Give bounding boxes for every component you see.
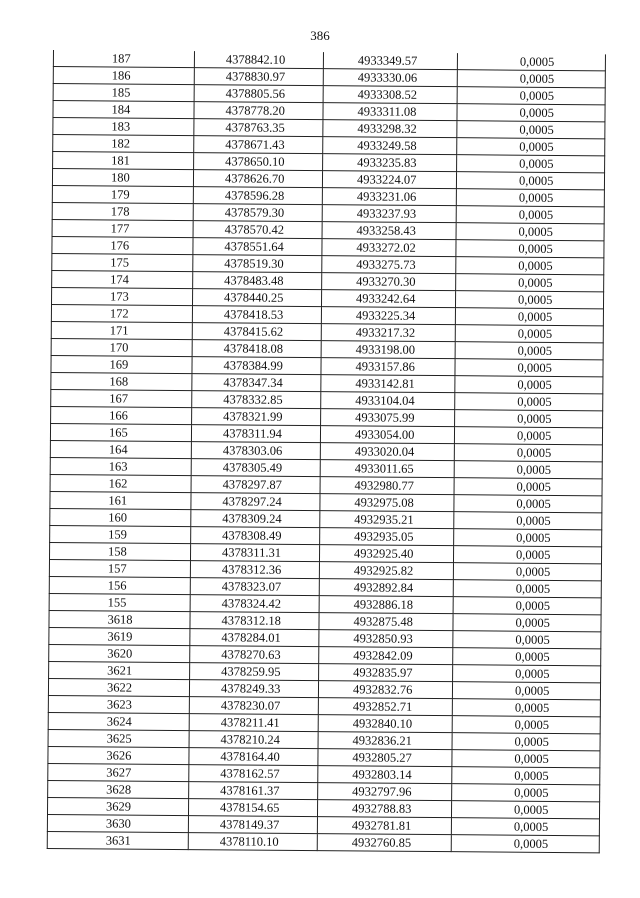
accuracy-cell: 0,0005 xyxy=(457,138,605,156)
y-coordinate-cell: 4933349.57 xyxy=(323,52,457,70)
y-coordinate-cell: 4933235.83 xyxy=(323,154,457,172)
coordinates-table xyxy=(47,50,606,853)
accuracy-cell: 0,0005 xyxy=(455,325,603,343)
y-coordinate-cell: 4933242.64 xyxy=(321,290,455,308)
point-number-cell: 182 xyxy=(53,135,194,153)
y-coordinate-cell: 4932925.40 xyxy=(319,545,453,563)
point-number-cell: 3623 xyxy=(48,695,189,713)
x-coordinate-cell: 4378830.97 xyxy=(194,68,323,86)
y-coordinate-cell: 4933275.73 xyxy=(322,256,456,274)
point-number-cell: 3622 xyxy=(48,678,189,696)
x-coordinate-cell: 4378650.10 xyxy=(194,153,323,171)
x-coordinate-cell: 4378259.95 xyxy=(190,663,319,681)
point-number-cell: 163 xyxy=(50,457,191,475)
accuracy-cell: 0,0005 xyxy=(453,580,601,598)
x-coordinate-cell: 4378297.24 xyxy=(191,493,320,511)
accuracy-cell: 0,0005 xyxy=(454,444,602,462)
y-coordinate-cell: 4933308.52 xyxy=(323,86,457,104)
accuracy-cell: 0,0005 xyxy=(452,750,600,768)
y-coordinate-cell: 4932980.77 xyxy=(320,477,454,495)
x-coordinate-cell: 4378161.37 xyxy=(189,782,318,800)
point-number-cell: 160 xyxy=(50,508,191,526)
point-number-cell: 173 xyxy=(52,287,193,305)
point-number-cell: 186 xyxy=(53,67,194,85)
point-number-cell: 181 xyxy=(53,152,194,170)
x-coordinate-cell: 4378305.49 xyxy=(191,459,320,477)
x-coordinate-cell: 4378321.99 xyxy=(192,408,321,426)
y-coordinate-cell: 4933272.02 xyxy=(322,239,456,257)
y-coordinate-cell: 4933237.93 xyxy=(322,205,456,223)
accuracy-cell: 0,0005 xyxy=(457,53,605,71)
y-coordinate-cell: 4933225.34 xyxy=(321,307,455,325)
accuracy-cell: 0,0005 xyxy=(457,155,605,173)
accuracy-cell: 0,0005 xyxy=(451,818,599,836)
point-number-cell: 3619 xyxy=(49,627,190,645)
accuracy-cell: 0,0005 xyxy=(454,512,602,530)
y-coordinate-cell: 4932781.81 xyxy=(317,817,451,835)
accuracy-cell: 0,0005 xyxy=(454,427,602,445)
accuracy-cell: 0,0005 xyxy=(453,665,601,683)
accuracy-cell: 0,0005 xyxy=(457,104,605,122)
y-coordinate-cell: 4933330.06 xyxy=(323,69,457,87)
accuracy-cell: 0,0005 xyxy=(455,376,603,394)
y-coordinate-cell: 4933311.08 xyxy=(323,103,457,121)
accuracy-cell: 0,0005 xyxy=(457,70,605,88)
point-number-cell: 184 xyxy=(53,101,194,119)
point-number-cell: 159 xyxy=(50,525,191,543)
accuracy-cell: 0,0005 xyxy=(455,291,603,309)
point-number-cell: 179 xyxy=(52,185,193,203)
point-number-cell: 169 xyxy=(51,355,192,373)
y-coordinate-cell: 4933231.06 xyxy=(322,188,456,206)
y-coordinate-cell: 4933258.43 xyxy=(322,222,456,240)
point-number-cell: 157 xyxy=(49,559,190,577)
coordinates-table-wrapper xyxy=(47,50,606,853)
accuracy-cell: 0,0005 xyxy=(452,767,600,785)
y-coordinate-cell: 4933075.99 xyxy=(321,409,455,427)
accuracy-cell: 0,0005 xyxy=(454,529,602,547)
x-coordinate-cell: 4378110.10 xyxy=(188,833,317,851)
point-number-cell: 3625 xyxy=(48,729,189,747)
point-number-cell: 187 xyxy=(53,50,194,68)
accuracy-cell: 0,0005 xyxy=(456,257,604,275)
point-number-cell: 3626 xyxy=(48,746,189,764)
x-coordinate-cell: 4378297.87 xyxy=(191,476,320,494)
x-coordinate-cell: 4378309.24 xyxy=(191,510,320,528)
y-coordinate-cell: 4932875.48 xyxy=(319,613,453,631)
accuracy-cell: 0,0005 xyxy=(453,563,601,581)
point-number-cell: 185 xyxy=(53,84,194,102)
accuracy-cell: 0,0005 xyxy=(452,699,600,717)
x-coordinate-cell: 4378284.01 xyxy=(190,629,319,647)
x-coordinate-cell: 4378162.57 xyxy=(189,765,318,783)
accuracy-cell: 0,0005 xyxy=(456,189,604,207)
accuracy-cell: 0,0005 xyxy=(451,835,599,853)
x-coordinate-cell: 4378249.33 xyxy=(189,680,318,698)
accuracy-cell: 0,0005 xyxy=(455,359,603,377)
point-number-cell: 156 xyxy=(49,576,190,594)
point-number-cell: 158 xyxy=(49,542,190,560)
x-coordinate-cell: 4378551.64 xyxy=(193,238,322,256)
accuracy-cell: 0,0005 xyxy=(452,733,600,751)
y-coordinate-cell: 4932835.97 xyxy=(319,664,453,682)
accuracy-cell: 0,0005 xyxy=(456,206,604,224)
y-coordinate-cell: 4933298.32 xyxy=(323,120,457,138)
point-number-cell: 162 xyxy=(50,474,191,492)
x-coordinate-cell: 4378154.65 xyxy=(188,799,317,817)
point-number-cell: 170 xyxy=(51,338,192,356)
point-number-cell: 171 xyxy=(51,321,192,339)
x-coordinate-cell: 4378149.37 xyxy=(188,816,317,834)
point-number-cell: 175 xyxy=(52,253,193,271)
y-coordinate-cell: 4932832.76 xyxy=(318,681,452,699)
y-coordinate-cell: 4932886.18 xyxy=(319,596,453,614)
y-coordinate-cell: 4932805.27 xyxy=(318,749,452,767)
accuracy-cell: 0,0005 xyxy=(455,410,603,428)
accuracy-cell: 0,0005 xyxy=(453,614,601,632)
x-coordinate-cell: 4378308.49 xyxy=(191,527,320,545)
x-coordinate-cell: 4378324.42 xyxy=(190,595,319,613)
point-number-cell: 164 xyxy=(50,440,191,458)
point-number-cell: 3627 xyxy=(48,763,189,781)
y-coordinate-cell: 4933249.58 xyxy=(323,137,457,155)
y-coordinate-cell: 4933198.00 xyxy=(321,341,455,359)
y-coordinate-cell: 4932760.85 xyxy=(317,834,451,852)
x-coordinate-cell: 4378211.41 xyxy=(189,714,318,732)
x-coordinate-cell: 4378312.18 xyxy=(190,612,319,630)
x-coordinate-cell: 4378332.85 xyxy=(192,391,321,409)
accuracy-cell: 0,0005 xyxy=(452,716,600,734)
y-coordinate-cell: 4932842.09 xyxy=(319,647,453,665)
y-coordinate-cell: 4933224.07 xyxy=(322,171,456,189)
point-number-cell: 177 xyxy=(52,219,193,237)
point-number-cell: 174 xyxy=(52,270,193,288)
x-coordinate-cell: 4378579.30 xyxy=(193,204,322,222)
x-coordinate-cell: 4378519.30 xyxy=(193,255,322,273)
y-coordinate-cell: 4933020.04 xyxy=(320,443,454,461)
x-coordinate-cell: 4378626.70 xyxy=(193,170,322,188)
point-number-cell: 3620 xyxy=(49,644,190,662)
accuracy-cell: 0,0005 xyxy=(456,223,604,241)
x-coordinate-cell: 4378230.07 xyxy=(189,697,318,715)
y-coordinate-cell: 4932850.93 xyxy=(319,630,453,648)
point-number-cell: 167 xyxy=(51,389,192,407)
accuracy-cell: 0,0005 xyxy=(456,172,604,190)
accuracy-cell: 0,0005 xyxy=(455,342,603,360)
coordinates-table-body xyxy=(47,50,605,853)
point-number-cell: 172 xyxy=(51,304,192,322)
x-coordinate-cell: 4378164.40 xyxy=(189,748,318,766)
x-coordinate-cell: 4378483.48 xyxy=(193,272,322,290)
x-coordinate-cell: 4378418.08 xyxy=(192,340,321,358)
y-coordinate-cell: 4933104.04 xyxy=(321,392,455,410)
x-coordinate-cell: 4378311.31 xyxy=(190,544,319,562)
table-row xyxy=(47,831,599,852)
point-number-cell: 3621 xyxy=(49,661,190,679)
page-number: 386 xyxy=(310,28,330,43)
accuracy-cell: 0,0005 xyxy=(453,597,601,615)
point-number-cell: 178 xyxy=(52,202,193,220)
point-number-cell: 180 xyxy=(52,169,193,187)
y-coordinate-cell: 4932935.21 xyxy=(320,511,454,529)
accuracy-cell: 0,0005 xyxy=(452,784,600,802)
x-coordinate-cell: 4378415.62 xyxy=(192,323,321,341)
y-coordinate-cell: 4932975.08 xyxy=(320,494,454,512)
y-coordinate-cell: 4932788.83 xyxy=(317,800,451,818)
y-coordinate-cell: 4933217.32 xyxy=(321,324,455,342)
x-coordinate-cell: 4378763.35 xyxy=(194,119,323,137)
y-coordinate-cell: 4932803.14 xyxy=(318,766,452,784)
y-coordinate-cell: 4932892.84 xyxy=(319,579,453,597)
point-number-cell: 3630 xyxy=(47,814,188,832)
point-number-cell: 3631 xyxy=(47,831,188,849)
x-coordinate-cell: 4378418.53 xyxy=(192,306,321,324)
point-number-cell: 155 xyxy=(49,593,190,611)
accuracy-cell: 0,0005 xyxy=(454,461,602,479)
y-coordinate-cell: 4933270.30 xyxy=(322,273,456,291)
y-coordinate-cell: 4933011.65 xyxy=(320,460,454,478)
point-number-cell: 3629 xyxy=(47,797,188,815)
x-coordinate-cell: 4378270.63 xyxy=(190,646,319,664)
y-coordinate-cell: 4933157.86 xyxy=(321,358,455,376)
point-number-cell: 165 xyxy=(50,423,191,441)
y-coordinate-cell: 4933054.00 xyxy=(320,426,454,444)
x-coordinate-cell: 4378323.07 xyxy=(190,578,319,596)
point-number-cell: 176 xyxy=(52,236,193,254)
point-number-cell: 168 xyxy=(51,372,192,390)
x-coordinate-cell: 4378347.34 xyxy=(192,374,321,392)
y-coordinate-cell: 4932797.96 xyxy=(318,783,452,801)
accuracy-cell: 0,0005 xyxy=(454,478,602,496)
y-coordinate-cell: 4932852.71 xyxy=(318,698,452,716)
accuracy-cell: 0,0005 xyxy=(453,631,601,649)
point-number-cell: 3618 xyxy=(49,610,190,628)
x-coordinate-cell: 4378303.06 xyxy=(191,442,320,460)
accuracy-cell: 0,0005 xyxy=(456,274,604,292)
y-coordinate-cell: 4932935.05 xyxy=(320,528,454,546)
point-number-cell: 183 xyxy=(53,118,194,136)
accuracy-cell: 0,0005 xyxy=(457,121,605,139)
accuracy-cell: 0,0005 xyxy=(455,308,603,326)
accuracy-cell: 0,0005 xyxy=(457,87,605,105)
y-coordinate-cell: 4932925.82 xyxy=(319,562,453,580)
y-coordinate-cell: 4932840.10 xyxy=(318,715,452,733)
x-coordinate-cell: 4378778.20 xyxy=(194,102,323,120)
x-coordinate-cell: 4378210.24 xyxy=(189,731,318,749)
accuracy-cell: 0,0005 xyxy=(455,393,603,411)
x-coordinate-cell: 4378842.10 xyxy=(194,51,323,69)
accuracy-cell: 0,0005 xyxy=(452,682,600,700)
y-coordinate-cell: 4932836.21 xyxy=(318,732,452,750)
x-coordinate-cell: 4378570.42 xyxy=(193,221,322,239)
point-number-cell: 166 xyxy=(51,406,192,424)
accuracy-cell: 0,0005 xyxy=(453,546,601,564)
y-coordinate-cell: 4933142.81 xyxy=(321,375,455,393)
x-coordinate-cell: 4378312.36 xyxy=(190,561,319,579)
accuracy-cell: 0,0005 xyxy=(453,648,601,666)
point-number-cell: 3628 xyxy=(48,780,189,798)
point-number-cell: 161 xyxy=(50,491,191,509)
x-coordinate-cell: 4378384.99 xyxy=(192,357,321,375)
x-coordinate-cell: 4378440.25 xyxy=(192,289,321,307)
point-number-cell: 3624 xyxy=(48,712,189,730)
x-coordinate-cell: 4378596.28 xyxy=(193,187,322,205)
accuracy-cell: 0,0005 xyxy=(451,801,599,819)
accuracy-cell: 0,0005 xyxy=(456,240,604,258)
x-coordinate-cell: 4378805.56 xyxy=(194,85,323,103)
x-coordinate-cell: 4378311.94 xyxy=(191,425,320,443)
x-coordinate-cell: 4378671.43 xyxy=(194,136,323,154)
accuracy-cell: 0,0005 xyxy=(454,495,602,513)
